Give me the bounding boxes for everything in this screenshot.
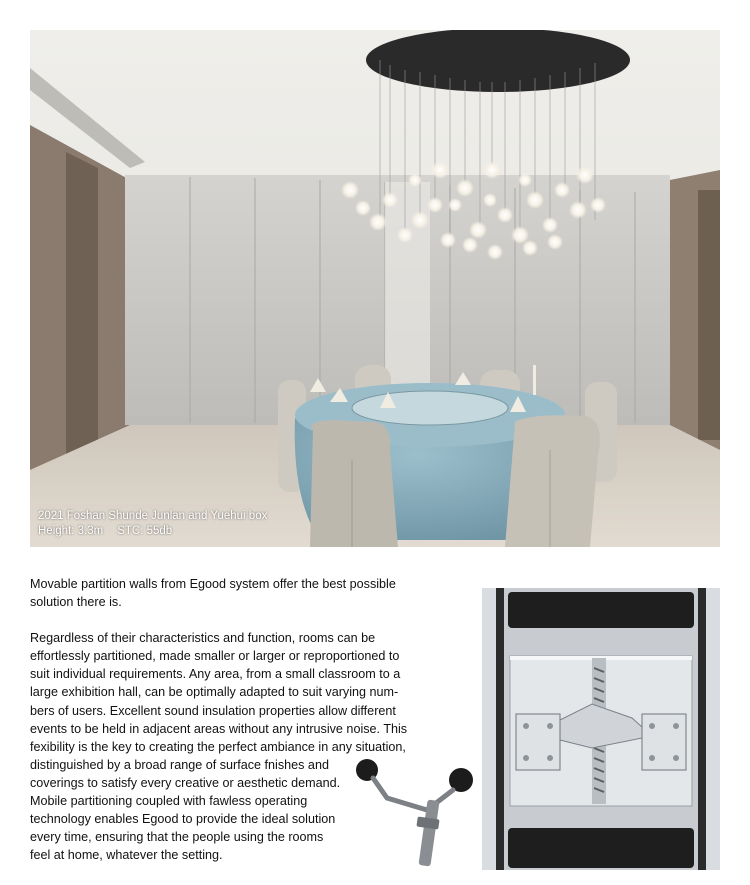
- body-line: bers of users. Excellent sound insulation properties allow different: [30, 703, 396, 718]
- handle-drawing: [355, 758, 480, 870]
- caption-height: Height: 3.3m: [38, 525, 104, 537]
- mechanism-drawing: [482, 588, 720, 870]
- body-line: distinguished by a broad range of surface fnishes and: [30, 757, 329, 772]
- body-line: feel at home, whatever the setting.: [30, 848, 223, 863]
- body-line: Mobile partitioning coupled with fawless operating: [30, 794, 308, 809]
- hero-photo: [30, 30, 720, 547]
- operating-handle-image: [355, 758, 480, 870]
- body-line: events to be held in adjacent areas without any intrusive noise. This: [30, 721, 408, 736]
- body-line: coverings to satisfy every creative or aesthetic demand.: [30, 775, 341, 790]
- caption-title: 2021 Foshan Shunde Junlan and Yuehui box: [38, 510, 268, 522]
- banquet-room-image: [30, 30, 720, 547]
- body-line: large exhibition hall, can be optimally adapted to suit varying num-: [30, 685, 399, 700]
- body-line: fexibility is the key to creating the perfect ambiance in any situation,: [30, 739, 406, 754]
- partition-mechanism-image: [482, 588, 720, 870]
- intro-paragraph: Movable partition walls from Egood system offer the best possible solution there is.: [30, 577, 396, 610]
- caption-stc: STC: 55db: [117, 525, 173, 537]
- photo-caption: [38, 509, 267, 539]
- body-line: effortlessly partitioned, made smaller or larger or reproportioned to: [30, 649, 400, 664]
- body-line: suit individual requirements. Any area, from a small classroom to a: [30, 667, 401, 682]
- body-line: every time, ensuring that the people using the rooms: [30, 830, 324, 845]
- body-line: technology enables Egood to provide the ideal solution: [30, 812, 336, 827]
- caption-specs: [38, 524, 267, 539]
- body-line: Regardless of their characteristics and function, rooms can be: [30, 631, 376, 646]
